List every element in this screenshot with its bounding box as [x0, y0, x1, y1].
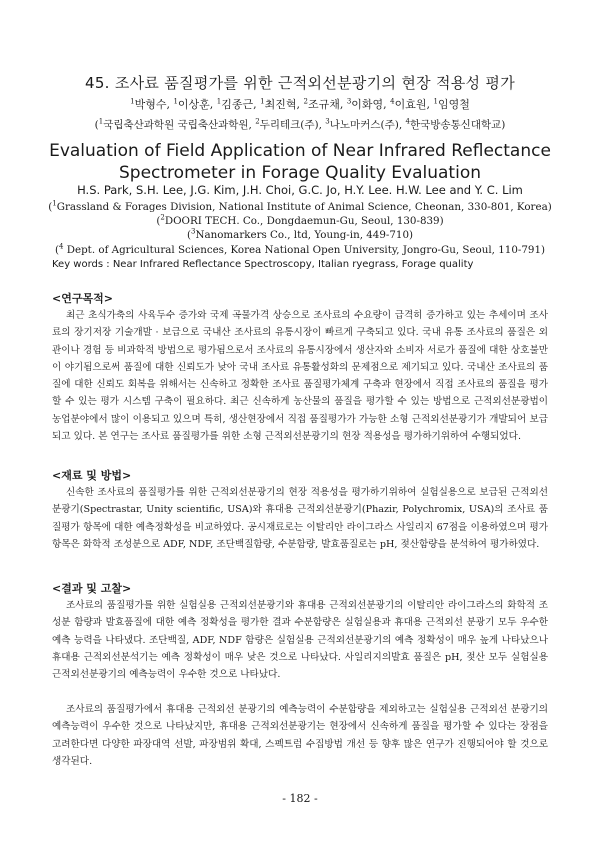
affiliation-sup: 2 [160, 213, 165, 222]
affiliation-sup: 4 [59, 242, 64, 251]
korean-affiliations [0, 117, 600, 132]
author-sup: 1 [130, 97, 135, 106]
affiliation-sup: 1 [98, 117, 104, 126]
author-name: 김종근, [221, 98, 261, 111]
korean-title: 45. 조사료 품질평가를 위한 근적외선분광기의 현장 적용성 평가 [85, 74, 515, 92]
english-affiliation-3 [0, 227, 600, 243]
affiliation-name: 나노마커스(주), [329, 119, 406, 131]
affiliation-open: ( [48, 201, 53, 213]
affiliation-name: 두리테크(주), [259, 119, 326, 131]
english-authors: H.S. Park, S.H. Lee, J.G. Kim, J.H. Choi, G.C. Jo, H.Y. Lee. H.W. Lee and Y. C. Lim [77, 183, 523, 197]
section-paragraph-methods: 신속한 조사료의 품질평가를 위한 근적외선분광기의 현장 적용성을 평가하기위하여 실험실용으로 보급된 근적외선분광기(Spectrastar, Unity scientific, USA)와 휴대용 근적외선분광기(Phazir, Polychromix, USA)의 조사료 품질평가 항목에 대한 예측정확성을 비교하였다. 공시재료로는 이탈리안 라이그라스 사일리지 67점을 이용하였으며 평가항목은 화학적 조성분으로 ADF, NDF, 조단백질함량, 수분함량, 발효품질로는 pH, 젖산함량을 분석하여 평가하였다. [52, 487, 548, 550]
section-paragraph-results-1: 조사료의 품질평가를 위한 실험실용 근적외선분광기와 휴대용 근적외선분광기의 이탈리안 라이그라스의 화학적 조성분 함량과 발효품질에 대한 예측 정확성을 평가한 결과 수분함량은 실험실용과 휴대용 근적외선 분광기 모두 우수한 예측 능력을 나타냈다. 조단백질, ADF, NDF 함량은 실험실용 근적외선분광기의 예측 정확성이 매우 높게 나타났으나 휴대용 근적외선분석기는 예측 정확성이 매우 낮은 것으로 나타났다. 사일리지의발효 품질은 pH, 젖산 모두 실험실용 근적외선분광기의 예측능력이 우수한 것으로 나타났다. [52, 600, 548, 681]
author-sup: 1 [173, 97, 178, 106]
section-heading-results: <결과 및 고찰> [52, 582, 132, 595]
affiliation-sup: 1 [52, 199, 57, 208]
author-sup: 1 [260, 97, 265, 106]
english-title-line-1: Evaluation of Field Application of Near Infrared Reflectance [49, 141, 551, 161]
korean-authors [0, 96, 600, 112]
affiliation-open: ( [54, 244, 59, 256]
affiliation-text: Grassland & Forages Division, National Institute of Animal Science, Cheonan, 330-801, Korea) [56, 201, 552, 213]
affiliation-sup: 3 [190, 227, 196, 236]
page-number: - 182 - [282, 792, 318, 805]
author-sup: 4 [390, 97, 395, 106]
author-sup: 1 [433, 97, 438, 106]
affiliation-open: ( [186, 229, 191, 241]
author-name: 이화영, [351, 98, 391, 111]
affiliation-name: 국립축산과학원 국립축산과학원, [103, 119, 256, 131]
english-title-line-2: Spectrometer in Forage Quality Evaluation [119, 163, 481, 183]
affiliation-open: ( [156, 215, 161, 227]
english-affiliation-4 [0, 242, 600, 258]
affiliation-text: Nanomarkers Co., ltd, Young-in, 449-710) [195, 229, 414, 241]
author-sup: 2 [303, 97, 308, 106]
affiliation-sup: 3 [325, 117, 330, 126]
affiliation-prefix: ( [94, 119, 99, 131]
section-paragraph-results-2: 조사료의 품질평가에서 휴대용 근적외선 분광기의 예측능력이 수분함량을 제외하고는 실험실용 근적외선 분광기의 예측능력이 우수한 것으로 나타났지만, 휴대용 근적외선분광기는 현장에서 신속하게 품질을 평가할 수 있다는 장점을 고려한다면 다양한 파장대역 선발, 파장범위 확대, 스펙트럼 수집방법 개선 등 향후 많은 연구가 진행되어야 할 것으로 생각된다. [52, 704, 548, 767]
author-name: 임영철 [437, 98, 470, 111]
affiliation-sup: 4 [405, 117, 410, 126]
keywords: Key words : Near Infrared Reflectance Spectroscopy, Italian ryegrass, Forage quality [52, 259, 474, 270]
author-name: 박형수, [134, 98, 174, 111]
affiliation-text: DOORI TECH. Co., Dongdaemun-Gu, Seoul, 130-839) [164, 215, 444, 227]
author-sup: 3 [346, 97, 352, 106]
author-name: 조규채, [307, 98, 347, 111]
author-sup: 1 [216, 97, 222, 106]
section-heading-methods: <재료 및 방법> [52, 469, 132, 482]
affiliation-text: Dept. of Agricultural Sciences, Korea National Open University, Jongro-Gu, Seoul, 110-791) [63, 244, 546, 256]
author-name: 최진혁, [264, 98, 304, 111]
affiliation-name: 한국방송통신대학교) [409, 119, 506, 131]
section-heading-purpose: <연구목적> [52, 292, 113, 305]
english-title [0, 140, 600, 184]
affiliation-sup: 2 [255, 117, 260, 126]
author-name: 이효원, [394, 98, 434, 111]
section-paragraph-purpose: 최근 초식가축의 사육두수 증가와 국제 곡물가격 상승으로 조사료의 수요량이 급격히 증가하고 있는 추세이며 조사료의 장기저장 기술개발 · 보급으로 국내산 조사료의 유통시장이 빠르게 구축되고 있다. 국내 유통 조사료의 품질은 외관이나 경험 등 비과학적 방법으로 평가됨으로서 조사료의 유통시장에서 생산자와 소비자 서로가 품질에 대한 상호불만이 야기됨으로써 품질에 대한 신뢰도가 낮아 국내 조사료 유통활성화의 문제점으로 제기되고 있다. 국내산 조사료의 품질에 대한 신뢰도 회복을 위해서는 신속하고 정확한 조사료 품질평가체계 구축과 현장에서 직접 조사료의 품질을 평가할 수 있는 평가 시스템 구축이 필요하다. 최근 신속하게 농산물의 품질을 평가할 수 있는 방법으로 근적외선분광법이 농업분야에서 많이 이용되고 있으며 특히, 생산현장에서 직접 품질평가가 가능한 소형 근적외선분광기가 개발되어 보급되고 있다. 본 연구는 조사료 품질평가를 위한 소형 근적외선분광기의 현장 적용성을 평가하기위하여 수행되었다. [52, 310, 548, 443]
author-name: 이상훈, [177, 98, 217, 111]
